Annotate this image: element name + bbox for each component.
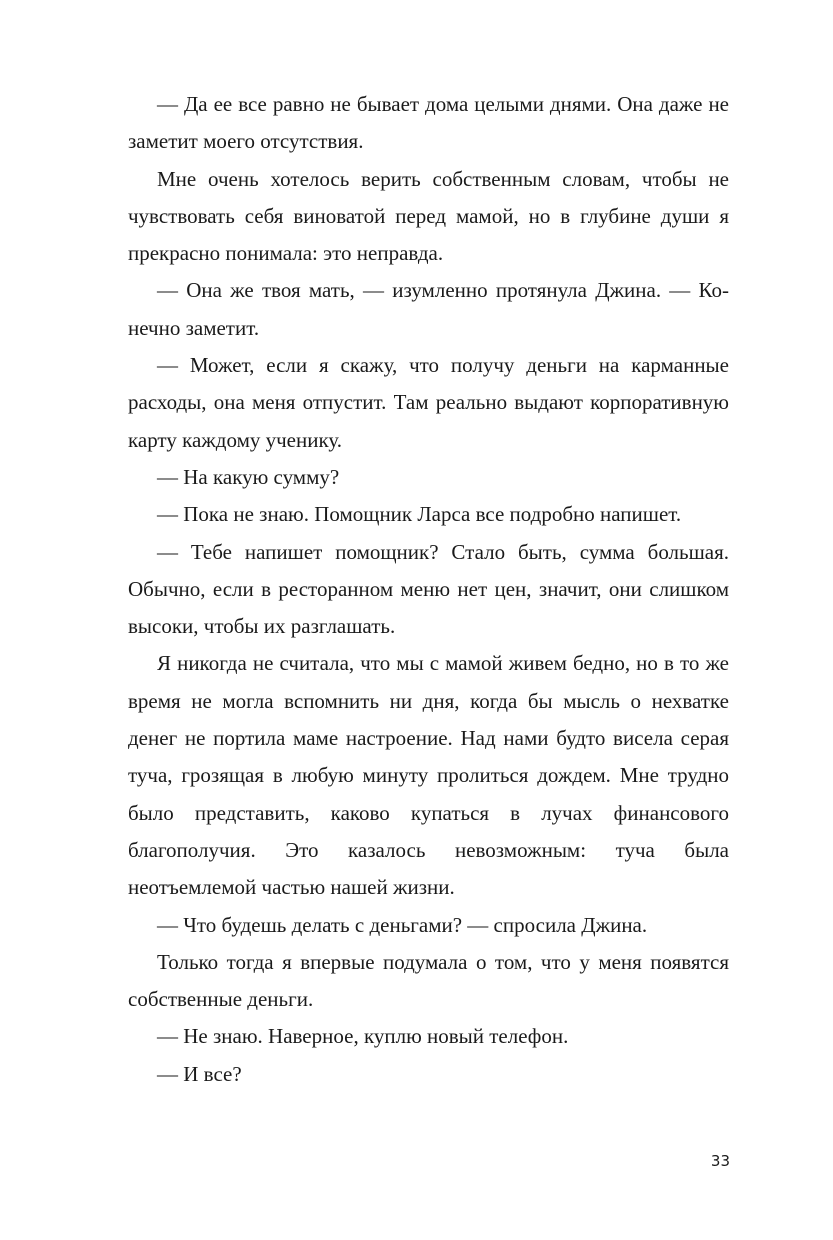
paragraph: Я никогда не считала, что мы с мамой живем бедно, но в то же время не могла вспомнить ни дня, когда бы мысль о нехватке денег не портила маме настроение. Над нами будто висела серая туча, грозящая в любую минуту пролиться дождем. Мне трудно было представить, каково купаться в лучах финансового благополучия. Это казалось невозможным: туча была неотъемлемой частью нашей жизни. <box>128 651 729 900</box>
page-number: 33 <box>710 1152 730 1170</box>
page-body <box>128 86 729 1093</box>
paragraph: — Может, если я скажу, что получу деньги на карманные расходы, она меня отпустит. Там реально выдают корпоративную карту каждому ученику. <box>128 353 729 452</box>
paragraph: — Тебе напишет помощник? Стало быть, сумма большая. Обычно, если в ресторанном меню нет цен, значит, они слишком высоки, чтобы их разглашать. <box>128 539 729 639</box>
paragraph: — Да ее все равно не бывает дома целыми днями. Она даже не заметит моего отсутствия. <box>128 92 729 154</box>
paragraph: — На какую сумму? <box>157 464 340 489</box>
paragraph: — Что будешь делать с деньгами? — спросила Джина. <box>157 912 648 937</box>
paragraph: — И все? <box>157 1061 242 1086</box>
paragraph: Мне очень хотелось верить собственным словам, чтобы не чувствовать себя виноватой перед мамой, но в глубине души я прекрасно понимала: это неправда. <box>128 166 729 266</box>
paragraph: — Не знаю. Наверное, куплю новый телефон. <box>157 1024 569 1049</box>
paragraph: — Она же твоя мать, — изумленно протянула Джина. — Конечно заметит. <box>128 278 729 340</box>
paragraph: Только тогда я впервые подумала о том, что у меня появятся собственные деньги. <box>128 949 729 1012</box>
paragraph: — Пока не знаю. Помощник Ларса все подробно напишет. <box>157 502 682 527</box>
